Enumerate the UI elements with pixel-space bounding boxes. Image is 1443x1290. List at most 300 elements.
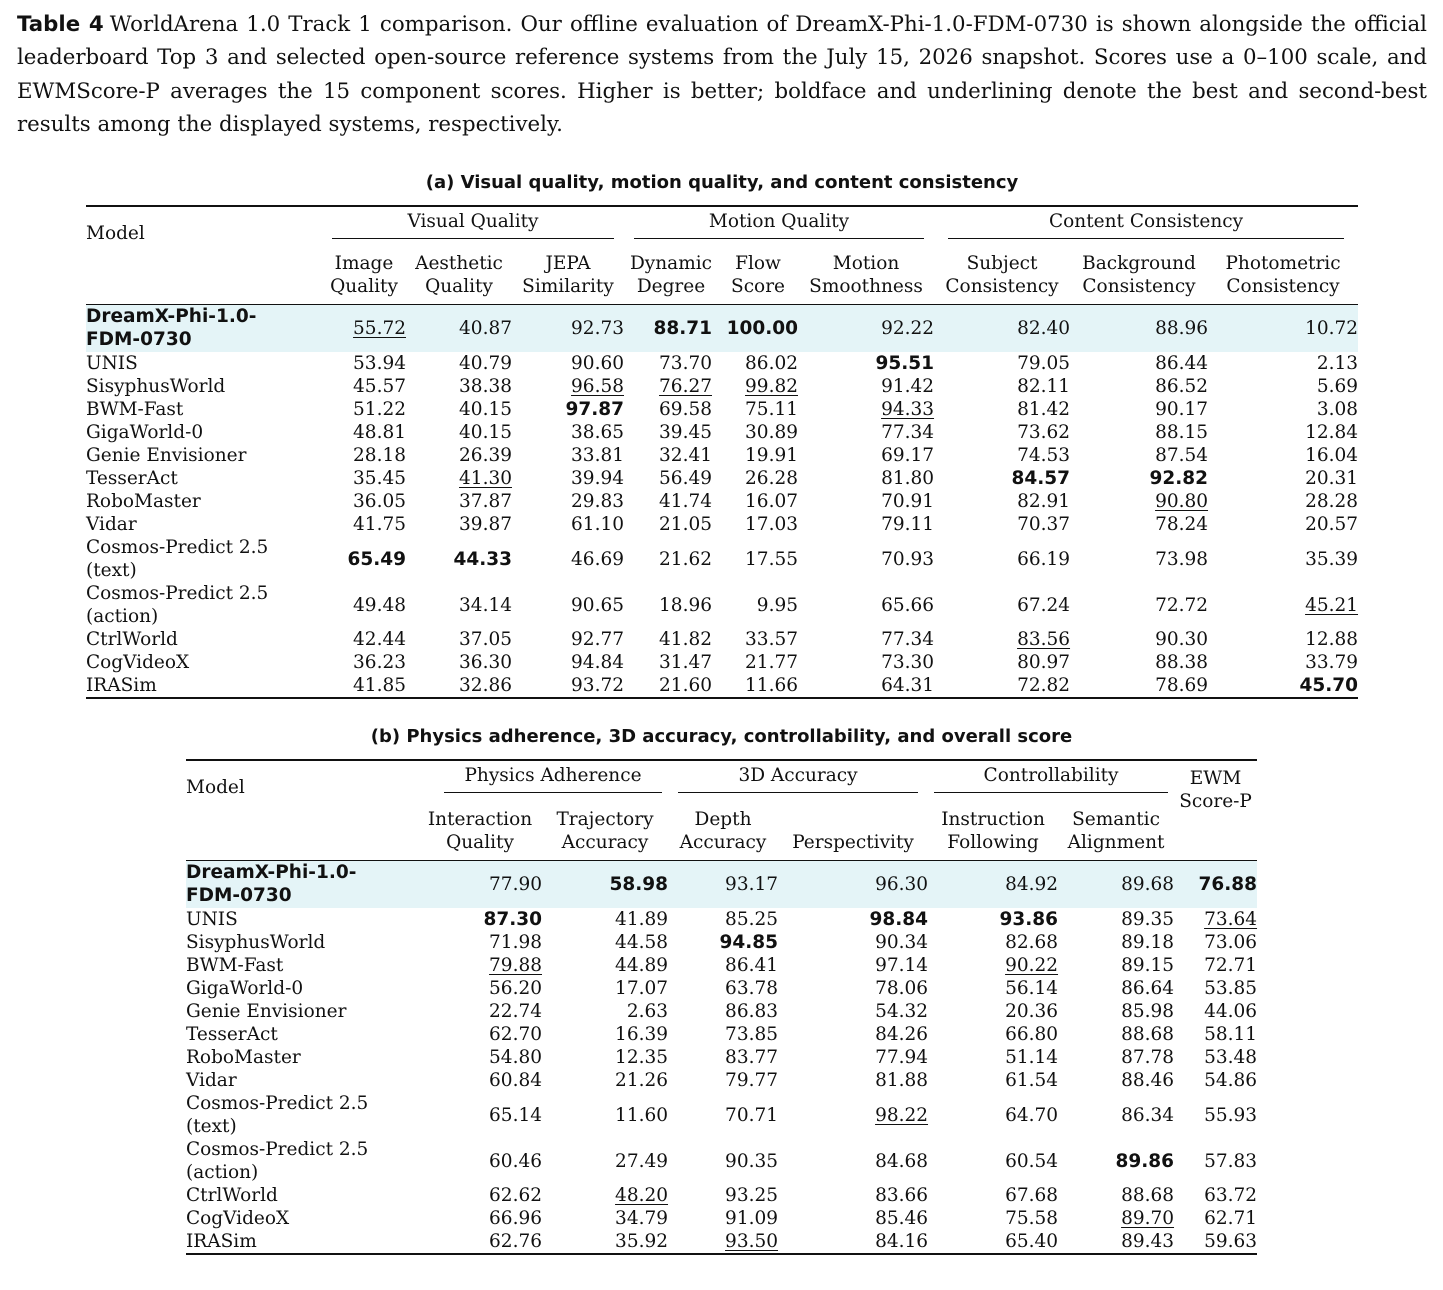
table-cell: 66.96 (489, 1208, 542, 1229)
table-cell-wrap (928, 931, 1058, 954)
table-cell: 84.57 (1011, 468, 1071, 489)
table-cell-wrap (928, 1092, 1058, 1138)
column-header (928, 796, 1058, 860)
group-header (418, 760, 668, 796)
column-header-line: Accuracy (679, 831, 767, 853)
column-header-line: Consistency (1082, 275, 1196, 297)
table-cell-wrap (512, 536, 624, 582)
table-cell: 56.14 (1005, 978, 1059, 999)
table-cell-wrap (718, 582, 798, 628)
table-cell-wrap (624, 421, 718, 444)
table-cell: 33.81 (571, 445, 624, 466)
table-cell-wrap (668, 1000, 778, 1023)
table-cell-wrap (418, 1230, 542, 1254)
table-cell: 35.92 (615, 1231, 669, 1252)
table-cell: 44.33 (453, 548, 512, 570)
table-cell-wrap (512, 398, 624, 421)
table-cell: 92.73 (571, 317, 624, 339)
table-cell-wrap (778, 1230, 928, 1254)
table-cell: 53.94 (353, 353, 406, 374)
column-header-line: Perspectivity (792, 831, 914, 853)
table-cell-wrap (934, 628, 1070, 651)
table-cell: 38.65 (571, 422, 624, 443)
table-row (86, 536, 1358, 582)
table-cell-wrap (322, 513, 406, 536)
table-cell-wrap (718, 513, 798, 536)
table-cell-wrap (406, 467, 512, 490)
table-cell-wrap (1208, 490, 1358, 513)
table-cell: 16.04 (1305, 445, 1359, 466)
table-row (86, 582, 1358, 628)
table-cell-wrap (928, 1138, 1058, 1184)
table-cell-wrap (1058, 1207, 1174, 1230)
table-cell-wrap (322, 398, 406, 421)
table-cell: 84.16 (875, 1231, 929, 1252)
table-cell: 98.22 (875, 1104, 929, 1126)
table-cell-wrap (718, 674, 798, 698)
table-cell: 22.74 (489, 1001, 542, 1022)
table-cell: 18.96 (659, 594, 712, 616)
table-cell: 81.80 (881, 468, 935, 489)
table-cell: 29.83 (571, 491, 624, 512)
table-cell: 41.82 (659, 629, 712, 650)
table-cell: 73.70 (659, 353, 712, 374)
group-header (322, 206, 624, 242)
table-row (186, 1230, 1257, 1254)
table-cell: 53.48 (1204, 1047, 1258, 1068)
model-name: UNIS (186, 909, 238, 930)
table-a (86, 205, 1358, 699)
table-cell-wrap (406, 375, 512, 398)
group-label: 3D Accuracy (678, 765, 918, 793)
table-cell: 88.68 (1121, 1185, 1175, 1206)
table-cell-wrap (542, 908, 668, 931)
table-cell: 77.90 (489, 873, 542, 895)
table-cell-wrap (1058, 1046, 1174, 1069)
table-cell: 44.58 (615, 932, 669, 953)
table-row (186, 1207, 1257, 1230)
table-cell: 20.31 (1305, 468, 1359, 489)
table-cell: 20.57 (1305, 514, 1359, 535)
table-cell: 5.69 (1316, 376, 1359, 397)
table-cell: 99.82 (745, 376, 798, 397)
model-name: Genie Envisioner (186, 1001, 347, 1022)
table-cell: 40.79 (459, 353, 512, 374)
model-name: Cosmos-Predict 2.5 (text) (86, 537, 269, 581)
model-name: DreamX-Phi-1.0-FDM-0730 (86, 304, 322, 352)
table-cell: 90.17 (1155, 399, 1209, 420)
table-row (86, 651, 1358, 674)
table-cell-wrap (1058, 1092, 1174, 1138)
table-cell: 89.70 (1121, 1208, 1175, 1229)
table-cell-wrap (406, 490, 512, 513)
table-cell-wrap (928, 1000, 1058, 1023)
table-cell-wrap (322, 651, 406, 674)
table-cell-wrap (1208, 628, 1358, 651)
table-cell-wrap (718, 444, 798, 467)
table-cell: 19.91 (745, 445, 798, 466)
table-cell: 88.71 (653, 317, 712, 339)
table-cell-wrap (1070, 398, 1208, 421)
table-cell-wrap (418, 977, 542, 1000)
table-cell: 88.68 (1121, 1024, 1175, 1045)
table-cell: 63.78 (725, 978, 779, 999)
table-cell-wrap (624, 536, 718, 582)
table-cell-wrap (778, 908, 928, 931)
table-cell: 39.87 (459, 514, 512, 535)
table-cell-wrap (934, 536, 1070, 582)
group-label: Motion Quality (634, 211, 924, 239)
table-cell-wrap (624, 674, 718, 698)
table-cell: 39.94 (571, 468, 624, 489)
table-cell-wrap (928, 1184, 1058, 1207)
table-cell-wrap (778, 1069, 928, 1092)
column-header (1208, 242, 1358, 304)
table-cell-wrap (1208, 513, 1358, 536)
table-cell: 11.60 (615, 1104, 669, 1126)
table-cell-wrap (1174, 1000, 1257, 1023)
table-cell: 70.93 (881, 548, 935, 570)
table-cell-wrap (668, 977, 778, 1000)
table-row (86, 628, 1358, 651)
table-cell: 36.05 (353, 491, 406, 512)
table-cell: 41.85 (353, 675, 406, 696)
column-header-line (778, 808, 928, 831)
table-cell: 17.03 (745, 514, 798, 535)
column-header (406, 242, 512, 304)
table-cell: 90.65 (571, 594, 624, 616)
table-cell: 58.11 (1204, 1024, 1258, 1045)
table-cell-wrap (718, 628, 798, 651)
table-cell: 74.53 (1017, 445, 1071, 466)
table-row (186, 860, 1257, 908)
table-cell-wrap (718, 536, 798, 582)
table-cell-wrap (1070, 536, 1208, 582)
table-cell: 12.35 (615, 1047, 669, 1068)
table-cell: 88.15 (1155, 422, 1209, 443)
table-cell-wrap (322, 352, 406, 375)
table-cell: 56.49 (659, 468, 712, 489)
group-header (668, 760, 928, 796)
table-cell-wrap (542, 954, 668, 977)
table-cell: 60.54 (1005, 1150, 1059, 1172)
table-cell: 78.06 (875, 978, 929, 999)
table-cell-wrap (1174, 931, 1257, 954)
table-cell-wrap (668, 1184, 778, 1207)
group-header (928, 760, 1174, 796)
table-cell: 21.62 (659, 548, 712, 570)
model-name: UNIS (86, 353, 138, 374)
table-cell: 77.34 (881, 422, 935, 443)
table-cell: 45.21 (1305, 594, 1359, 616)
table-cell-wrap (718, 421, 798, 444)
table-cell-wrap (798, 398, 934, 421)
column-header-line: Image (334, 252, 394, 274)
table-cell: 57.83 (1204, 1150, 1258, 1172)
table-cell-wrap (418, 908, 542, 931)
table-cell-wrap (406, 628, 512, 651)
column-header (718, 242, 798, 304)
table-cell: 88.96 (1155, 317, 1209, 339)
table-cell-wrap (928, 977, 1058, 1000)
model-header: Model (86, 223, 145, 244)
table-cell-wrap (1174, 1207, 1257, 1230)
table-cell-wrap (718, 467, 798, 490)
table-cell: 12.88 (1305, 629, 1359, 650)
table-cell-wrap (934, 352, 1070, 375)
table-cell: 16.07 (745, 491, 798, 512)
table-cell: 17.55 (745, 548, 798, 570)
model-name: Cosmos-Predict 2.5 (text) (186, 1093, 369, 1137)
table-cell: 65.14 (489, 1104, 542, 1126)
table-cell-wrap (406, 352, 512, 375)
table-cell-wrap (1208, 375, 1358, 398)
table-cell: 53.85 (1204, 978, 1258, 999)
table-cell-wrap (512, 582, 624, 628)
table-row (186, 1092, 1257, 1138)
table-row (86, 467, 1358, 490)
table-cell-wrap (624, 513, 718, 536)
table-cell: 93.25 (725, 1185, 779, 1206)
table-cell-wrap (668, 954, 778, 977)
table-cell: 81.88 (875, 1070, 929, 1091)
table-cell-wrap (1058, 1230, 1174, 1254)
table-cell-wrap (418, 931, 542, 954)
table-cell-wrap (406, 536, 512, 582)
table-cell-wrap (418, 860, 542, 908)
table-cell-wrap (928, 860, 1058, 908)
table-cell-wrap (778, 1023, 928, 1046)
table-cell-wrap (928, 1207, 1058, 1230)
table-cell: 86.83 (725, 1001, 779, 1022)
table-cell: 40.15 (459, 422, 512, 443)
table-cell-wrap (406, 304, 512, 352)
table-cell-wrap (934, 304, 1070, 352)
table-cell: 66.19 (1017, 548, 1071, 570)
column-header-line: JEPA (545, 252, 591, 274)
model-name: Genie Envisioner (86, 445, 247, 466)
table-cell-wrap (542, 1000, 668, 1023)
table-cell: 59.63 (1204, 1231, 1258, 1252)
table-a-title: (a) Visual quality, motion quality, and content consistency (425, 172, 1019, 193)
table-cell-wrap (798, 352, 934, 375)
table-cell: 21.77 (745, 652, 798, 673)
table-cell: 86.02 (745, 353, 798, 374)
table-cell: 77.94 (875, 1047, 929, 1068)
model-name: TesserAct (86, 468, 178, 489)
table-cell-wrap (542, 1230, 668, 1254)
table-cell-wrap (1058, 1138, 1174, 1184)
model-name: Vidar (186, 1070, 237, 1091)
table-cell: 75.11 (745, 399, 798, 420)
table-cell: 76.27 (659, 376, 712, 397)
table-cell-wrap (1208, 536, 1358, 582)
table-cell: 89.18 (1121, 932, 1175, 953)
model-name: GigaWorld-0 (86, 422, 204, 443)
table-cell: 92.77 (571, 629, 624, 650)
group-label: Visual Quality (332, 211, 614, 239)
table-cell: 86.64 (1121, 978, 1175, 999)
table-cell: 75.58 (1005, 1208, 1059, 1229)
table-cell: 28.28 (1305, 491, 1359, 512)
table-cell: 80.97 (1017, 652, 1071, 673)
table-cell-wrap (1208, 467, 1358, 490)
table-cell-wrap (1058, 1184, 1174, 1207)
table-cell: 84.26 (875, 1024, 929, 1045)
table-cell-wrap (418, 1138, 542, 1184)
table-cell: 90.35 (725, 1150, 779, 1172)
table-cell-wrap (1174, 1023, 1257, 1046)
table-cell-wrap (778, 1092, 928, 1138)
overall-header-line: EWM (1189, 768, 1242, 789)
table-cell: 17.07 (615, 978, 669, 999)
table-cell: 41.30 (459, 468, 512, 489)
table-cell-wrap (322, 421, 406, 444)
column-header-line: Quality (425, 275, 493, 297)
table-cell: 83.66 (875, 1185, 929, 1206)
table-cell: 100.00 (726, 317, 798, 339)
table-cell: 62.62 (489, 1185, 542, 1206)
table-cell: 39.45 (659, 422, 712, 443)
table-cell: 82.68 (1005, 932, 1059, 953)
table-row (186, 931, 1257, 954)
column-header-line: Motion (832, 252, 900, 274)
table-cell: 82.40 (1017, 317, 1071, 339)
table-cell-wrap (322, 444, 406, 467)
table-cell: 16.39 (615, 1024, 669, 1045)
table-cell: 83.77 (725, 1047, 779, 1068)
table-cell: 91.42 (881, 376, 935, 397)
table-cell-wrap (798, 651, 934, 674)
table-cell: 70.71 (725, 1104, 779, 1126)
column-header-line: Quality (330, 275, 398, 297)
column-header (1058, 796, 1174, 860)
table-cell: 10.72 (1305, 317, 1359, 339)
table-cell: 32.41 (659, 445, 712, 466)
table-cell-wrap (798, 536, 934, 582)
table-cell-wrap (1174, 977, 1257, 1000)
column-header-line: Quality (446, 831, 514, 853)
table-cell: 73.62 (1017, 422, 1071, 443)
table-cell: 73.85 (725, 1024, 779, 1045)
table-cell: 92.82 (1149, 468, 1209, 489)
table-cell: 36.30 (459, 652, 512, 673)
column-header-line: Consistency (945, 275, 1059, 297)
table-cell-wrap (718, 490, 798, 513)
column-header (542, 796, 668, 860)
table-cell: 82.91 (1017, 491, 1071, 512)
table-cell-wrap (418, 1069, 542, 1092)
table-cell: 84.68 (875, 1150, 929, 1172)
table-cell: 46.69 (571, 548, 624, 570)
table-cell: 48.81 (353, 422, 406, 443)
table-cell-wrap (624, 467, 718, 490)
table-cell-wrap (934, 444, 1070, 467)
table-cell: 2.63 (626, 1001, 669, 1022)
table-row (186, 1046, 1257, 1069)
table-cell: 94.84 (571, 652, 624, 673)
model-name: CtrlWorld (186, 1185, 278, 1206)
table-cell-wrap (668, 1046, 778, 1069)
table-cell-wrap (322, 536, 406, 582)
table-cell-wrap (322, 628, 406, 651)
table-cell: 32.86 (459, 675, 512, 696)
table-cell-wrap (778, 977, 928, 1000)
table-cell-wrap (1070, 582, 1208, 628)
table-cell-wrap (322, 674, 406, 698)
table-cell: 86.44 (1155, 353, 1209, 374)
table-cell-wrap (928, 1069, 1058, 1092)
table-cell-wrap (934, 674, 1070, 698)
table-cell: 67.68 (1005, 1185, 1059, 1206)
table-cell-wrap (934, 375, 1070, 398)
table-cell: 58.98 (609, 873, 669, 895)
table-cell-wrap (1058, 954, 1174, 977)
column-header-line: Flow (735, 252, 781, 274)
table-cell: 89.68 (1121, 873, 1175, 895)
table-cell-wrap (1174, 860, 1257, 908)
table-cell-wrap (934, 421, 1070, 444)
column-header (934, 242, 1070, 304)
table-row (86, 352, 1358, 375)
table-cell: 20.36 (1005, 1001, 1059, 1022)
table-cell: 70.91 (881, 491, 935, 512)
column-header-line: Trajectory (556, 808, 654, 830)
table-cell-wrap (778, 931, 928, 954)
table-cell-wrap (624, 304, 718, 352)
table-cell: 42.44 (353, 629, 406, 650)
table-cell-wrap (1070, 444, 1208, 467)
table-cell-wrap (512, 444, 624, 467)
table-cell: 27.49 (615, 1150, 669, 1172)
table-cell-wrap (418, 1023, 542, 1046)
table-cell-wrap (322, 375, 406, 398)
table-cell-wrap (1174, 1092, 1257, 1138)
column-header (1070, 242, 1208, 304)
table-cell: 79.05 (1017, 353, 1071, 374)
table-cell-wrap (512, 421, 624, 444)
table-cell: 86.41 (725, 955, 779, 976)
table-cell-wrap (1174, 1069, 1257, 1092)
model-name: TesserAct (186, 1024, 278, 1045)
table-cell: 78.69 (1155, 675, 1209, 696)
column-header (778, 796, 928, 860)
table-cell: 65.40 (1005, 1231, 1059, 1252)
table-cell: 28.18 (353, 445, 406, 466)
table-cell: 65.49 (347, 548, 406, 570)
table-cell: 87.30 (483, 909, 542, 930)
table-cell-wrap (1070, 467, 1208, 490)
table-row (86, 444, 1358, 467)
table-row (186, 1069, 1257, 1092)
table-cell-wrap (512, 651, 624, 674)
table-row (186, 908, 1257, 931)
table-cell-wrap (542, 1092, 668, 1138)
table-cell-wrap (418, 954, 542, 977)
table-cell-wrap (1058, 1000, 1174, 1023)
table-b-title: (b) Physics adherence, 3D accuracy, controllability, and overall score (370, 726, 1073, 747)
table-cell-wrap (928, 1230, 1058, 1254)
table-cell-wrap (934, 398, 1070, 421)
column-header-line: Background (1082, 252, 1196, 274)
table-cell-wrap (406, 582, 512, 628)
table-cell: 96.58 (571, 376, 624, 397)
table-cell: 38.38 (459, 376, 512, 397)
table-cell: 40.87 (459, 317, 512, 339)
table-cell-wrap (624, 490, 718, 513)
model-name: BWM-Fast (186, 955, 284, 976)
table-cell: 98.84 (869, 909, 929, 930)
